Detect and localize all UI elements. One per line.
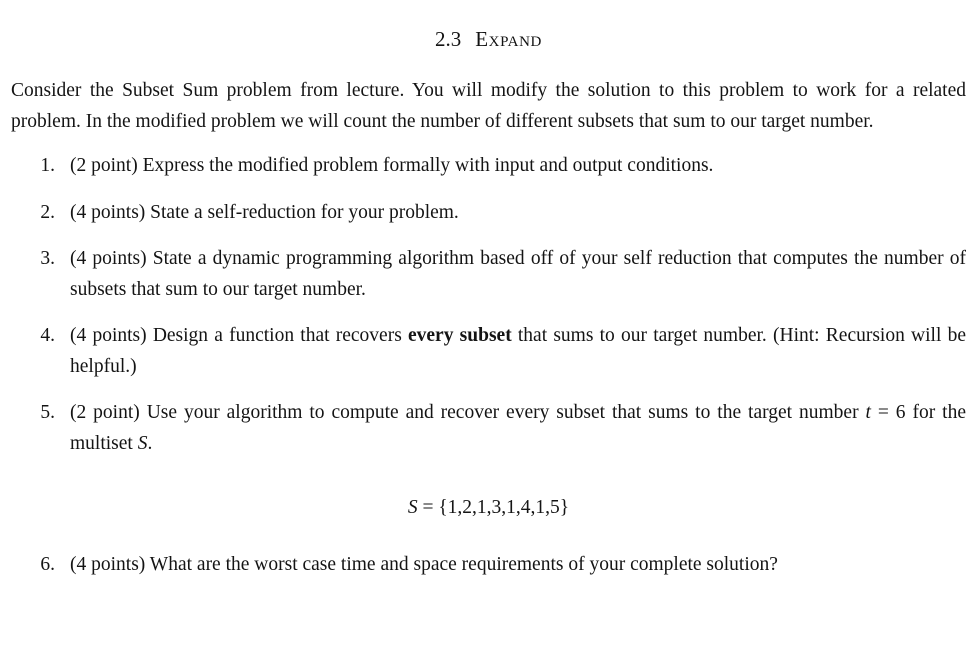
item-text-segment: that sums to our target number. (Hint: Recursion will be helpful.) — [70, 325, 966, 377]
section-title: Expand — [475, 27, 542, 51]
math-variable-t: t — [865, 402, 871, 423]
item-text — [70, 321, 966, 382]
intro-paragraph: Consider the Subset Sum problem from lecture. You will modify the solution to this problem to work for a related problem. In the modified problem we will count the number of different subsets that sum to our target number. — [11, 80, 966, 132]
list-item-3 — [11, 244, 966, 305]
math-variable-s: S — [407, 497, 418, 518]
item-text: (4 points) What are the worst case time and space requirements of your complete solution? — [70, 553, 778, 575]
section-heading — [11, 26, 966, 52]
item-text-segment: = 6 for the multiset — [70, 402, 966, 454]
item-text: (2 point) Express the modified problem formally with input and output conditions. — [70, 155, 714, 176]
list-item-5 — [11, 398, 966, 459]
item-number: 3. — [40, 248, 55, 269]
item-number: 6. — [40, 553, 55, 575]
list-item-4 — [11, 321, 966, 382]
multiset-equation — [11, 493, 966, 524]
item-text-segment: (2 point) Use your algorithm to compute and recover every subset that sums to the target number — [70, 402, 866, 423]
equation-body: = {1,2,1,3,1,4,1,5} — [417, 497, 570, 518]
list-item-2 — [11, 198, 966, 229]
section-number: 2.3 — [435, 27, 462, 51]
item-text: (4 points) State a self-reduction for your problem. — [70, 201, 459, 223]
item-text — [70, 398, 966, 459]
item-number: 1. — [40, 155, 55, 176]
list-item-1 — [11, 151, 966, 182]
item-text-segment: . — [147, 432, 153, 454]
item-text-segment: (4 points) Design a function that recovers — [70, 325, 408, 346]
item-text-bold: every subset — [408, 325, 512, 346]
list-item-6 — [11, 550, 966, 581]
item-number: 2. — [40, 201, 55, 223]
item-number: 4. — [40, 325, 55, 346]
math-variable-s: S — [137, 432, 148, 454]
item-number: 5. — [40, 402, 55, 423]
problem-list — [11, 151, 966, 580]
item-text: (4 points) State a dynamic programming algorithm based off of your self reduction that computes the number of subsets that sum to our target number. — [70, 248, 966, 300]
